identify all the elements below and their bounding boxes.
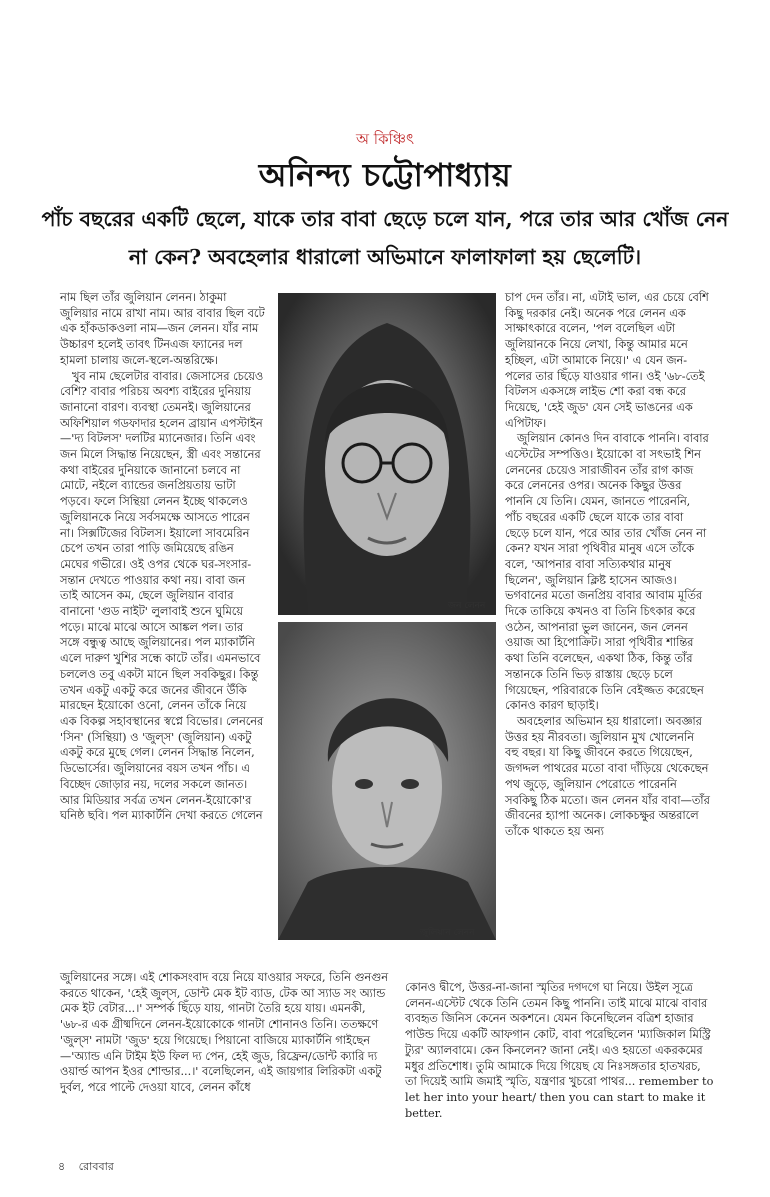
paragraph: জুলিয়ান কোনও দিন বাবাকে পাননি। বাবার এস্টেটের সম্পত্তিও। ইয়োকো বা সৎভাই শিন লেননের চেয়েও সারাজীবন তাঁর রাগ কাজ করে লেননের ওপর। অনেক কিছুর উত্তর পাননি যে তিনি। যেমন, জানতে পারেননি, পাঁচ বছরের একটি ছেলে যাকে তার বাবা ছেড়ে চলে যান, পরে আর তার খোঁজ নেন না কেন? যখন সারা পৃথিবীর মানুষ এসে তাঁকে বলে, 'আপনার বাবা সত্যিকথার মানুষ ছিলেন', জুলিয়ান ক্লিষ্ট হাসেন আজও। ভগবানের মতো জনপ্রিয় বাবার আবাম মূর্তির দিকে তাকিয়ে কখনও বা তিনি চিৎকার করে ওঠেন, আপনারা ভুল জানেন, জন লেনন ওয়াজ আ হিপোক্রিট। সারা পৃথিবীর শান্তির কথা তিনি বলেছেন, একথা ঠিক, কিন্তু তাঁর সন্তানকে তিনি ভিড় রাস্তায় ছেড়ে চলে গিয়েছেন, পরিবারকে তিনি বেইজ্জত করেছেন কোনও কারণ ছাড়াই। xyxy=(505,432,709,713)
paragraph: নাম ছিল তাঁর জুলিয়ান লেনন। ঠাকুমা জুলিয়ার নামে রাখা নাম। আর বাবার ছিল বটে এক হাঁকডাকওলা নাম—জন লেনন। যাঁর নাম উচ্চারণ হলেই তাবৎ টিনএজ ফ্যানের দল হামলা চালায় জলে-স্থলে-অন্তরিক্ষে। xyxy=(60,291,265,367)
page-number: ৪ xyxy=(58,1160,66,1173)
headline: পাঁচ বছরের একটি ছেলে, যাকে তার বাবা ছেড়ে চলে যান, পরে তার আর খোঁজ নেন না কেন? অবহেলার ধারালো অভিমানে ফালাফালা হয় ছেলেটি। xyxy=(41,207,729,269)
left-column xyxy=(60,290,265,824)
portrait-image xyxy=(278,293,496,615)
magazine-name: রোববার xyxy=(78,1160,114,1173)
bottom-left-text xyxy=(60,970,390,1096)
julian-caption: জুলিয়ান লেনন xyxy=(420,928,475,938)
portrait-image xyxy=(278,622,496,940)
paragraph: অবহেলার অভিমান হয় ধারালো। অবজ্ঞার উত্তর হয় নীরবতা। জুলিয়ান মুখ খোলেননি বহু বছর। যা কিছু জীবনে করতে গিয়েছেন, জগদ্দল পাথরের মতো বাবা দাঁড়িয়ে থেকেছেন পথ জুড়ে, জুলিয়ান পেরোতে পারেননি সবকিছু ঠিক মতো। জন লেনন যাঁর বাবা—তাঁর জীবনের হ্যাপা অনেক। লোকচক্ষুর অন্তরালে তাঁকে থাকতে হয় অন্য xyxy=(505,714,710,838)
author-name: অনিন্দ্য চট্টোপাধ্যায় xyxy=(258,156,512,194)
right-column xyxy=(505,290,710,840)
paragraph: খুব নাম ছেলেটার বাবার। জেসাসের চেয়েও বেশি? বাবার পরিচয় অবশ্য বাইরের দুনিয়ায় জানানো বারণ। ব্যবস্থা তেমনই। জুলিয়ানের অফিশিয়াল গডফাদার হলেন ব্রায়ান এপস্টাইন—'দ্য বিটলস' দলটির ম্যানেজার। তিনি এবং জন মিলে সিদ্ধান্ত নিয়েছেন, স্ত্রী এবং সন্তানের কথা বাইরের দুনিয়াকে জানানো চলবে না মোটে, নইলে ব্যান্ডের জনপ্রিয়তায় ভাটা পড়বে। ফলে সিন্থিয়া লেনন ইচ্ছে থাকলেও জুলিয়ানকে নিয়ে সর্বসমক্ষে আসতে পারেন না। সিক্সটিজের বিটলস। ইয়ালো সাবমেরিন চেপে তখন তারা পাড়ি জমিয়েছে রঙিন মেঘের গভীরে। ওই ওপর থেকে ঘর-সংসার-সন্তান দেখতে পাওয়ার কথা নয়। বাবা জন তাই আসেন কম, ছেলে জুলিয়ান বাবার বানানো 'গুড নাইট' লুলাবাই শুনে ঘুমিয়ে পড়ে। মাঝে মাঝে আসে আঙ্কল পল। তার সঙ্গে বন্ধুত্ব আছে জুলিয়ানের। পল ম্যাকার্টনি এলে দারুণ খুশির সন্ধে কাটে তাঁর। এমনভাবে চললেও তবু একটা মানে ছিল সবকিছুর। কিন্তু তখন একটু একটু করে জনের জীবনে উঁকি মারছেন ইয়োকো ওনো, লেনন তাঁকে নিয়ে এক বিকল্প সহাবস্থানের স্বপ্নে বিভোর। লেননের 'সিন' (সিন্থিয়া) ও 'জুল্স' (জুলিয়ান) একটু একটু করে মুছে গেল। লেনন সিদ্ধান্ত নিলেন, ডিভোর্সের। জুলিয়ানের বয়স তখন পাঁচ। এ বিচ্ছেদ জোড়ার নয়, দলের সকলে জানত। আর মিডিয়ার সর্বত্র তখন লেনন-ইয়োকো'র ঘনিষ্ঠ ছবি। পল ম্যাকার্টনি দেখা করতে গেলেন xyxy=(60,369,264,823)
julian-lennon-photo xyxy=(278,622,496,940)
page-footer xyxy=(58,1158,114,1177)
paragraph: জুলিয়ানের সঙ্গে। এই শোকসংবাদ বয়ে নিয়ে যাওয়ার সফরে, তিনি গুনগুন করতে থাকেন, 'হেই জুল্স, ডোন্ট মেক ইট ব্যাড, টেক আ স্যাড সং অ্যান্ড মেক ইট বেটার...।' সম্পর্ক ছিঁড়ে যায়, গানটা তৈরি হয়ে যায়। এমনকী, '৬৮-র এক গ্রীষ্মদিনে লেনন-ইয়োকোকে গানটা শোনানও তিনি। ততক্ষণে 'জুল্স' নামটা 'জুড' হয়ে গিয়েছে। পিয়ানো বাজিয়ে ম্যাকার্টনি গাইছেন—'অ্যান্ড এনি টাইম ইউ ফিল দ্য পেন, হেই জুড, রিফ্রেন/ডোন্ট ক্যারি দ্য ওয়ার্ল্ড আপন ইওর শোল্ডার...।' বলেছিলেন, এই জায়গার লিরিকটা একটু দুর্বল, পরে পাল্টে দেওয়া যাবে, লেনন কাঁধে xyxy=(60,971,388,1094)
paragraph: চাপ দেন তাঁর। না, এটাই ভাল, এর চেয়ে বেশি কিছু দরকার নেই। অনেক পরে লেনন এক সাক্ষাৎকারে বলেন, 'পল বলেছিল এটা জুলিয়ানকে নিয়ে লেখা, কিন্তু আমার মনে হচ্ছিল, এটা আমাকে নিয়ে।' এ যেন জন-পলের তার ছিঁড়ে যাওয়ার গান। ওই '৬৮-তেই বিটলস একসঙ্গে লাইভ শো করা বন্ধ করে দিয়েছে, 'হেই জুড' যেন সেই ভাঙনের এক এপিটাফ। xyxy=(505,291,709,430)
bottom-right-text xyxy=(405,980,715,1121)
section-kicker: অ কিঞ্চিৎ xyxy=(356,130,414,148)
john-caption: জন লেনন xyxy=(448,601,486,611)
john-lennon-photo xyxy=(278,293,496,615)
paragraph: কোনও দ্বীপে, উত্তর-না-জানা স্মৃতির দগদগে ঘা নিয়ে। উইল সূত্রে লেনন-এস্টেট থেকে তিনি তেমন কিছু পাননি। তাই মাঝে মাঝে বাবার ব্যবহৃত জিনিস কেনেন অকশনে। যেমন কিনেছিলেন বত্রিশ হাজার পাউন্ড দিয়ে একটি আফগান কোট, বাবা পরেছিলেন 'ম্যাজিকাল মিস্ট্রি ট্যুর' অ্যালবামে। কেন কিনলেন? জানা নেই। এও হয়তো একরকমের মধুর প্রতিশোধ। তুমি আমাকে দিয়ে গিয়েছ যে নিঃসঙ্গতার হাতখরচ, তা দিয়েই আমি জমাই স্মৃতি, যন্ত্রণার খুচরো পাথর... remember to let her into your heart/ then you can start to make it better. xyxy=(405,981,714,1120)
